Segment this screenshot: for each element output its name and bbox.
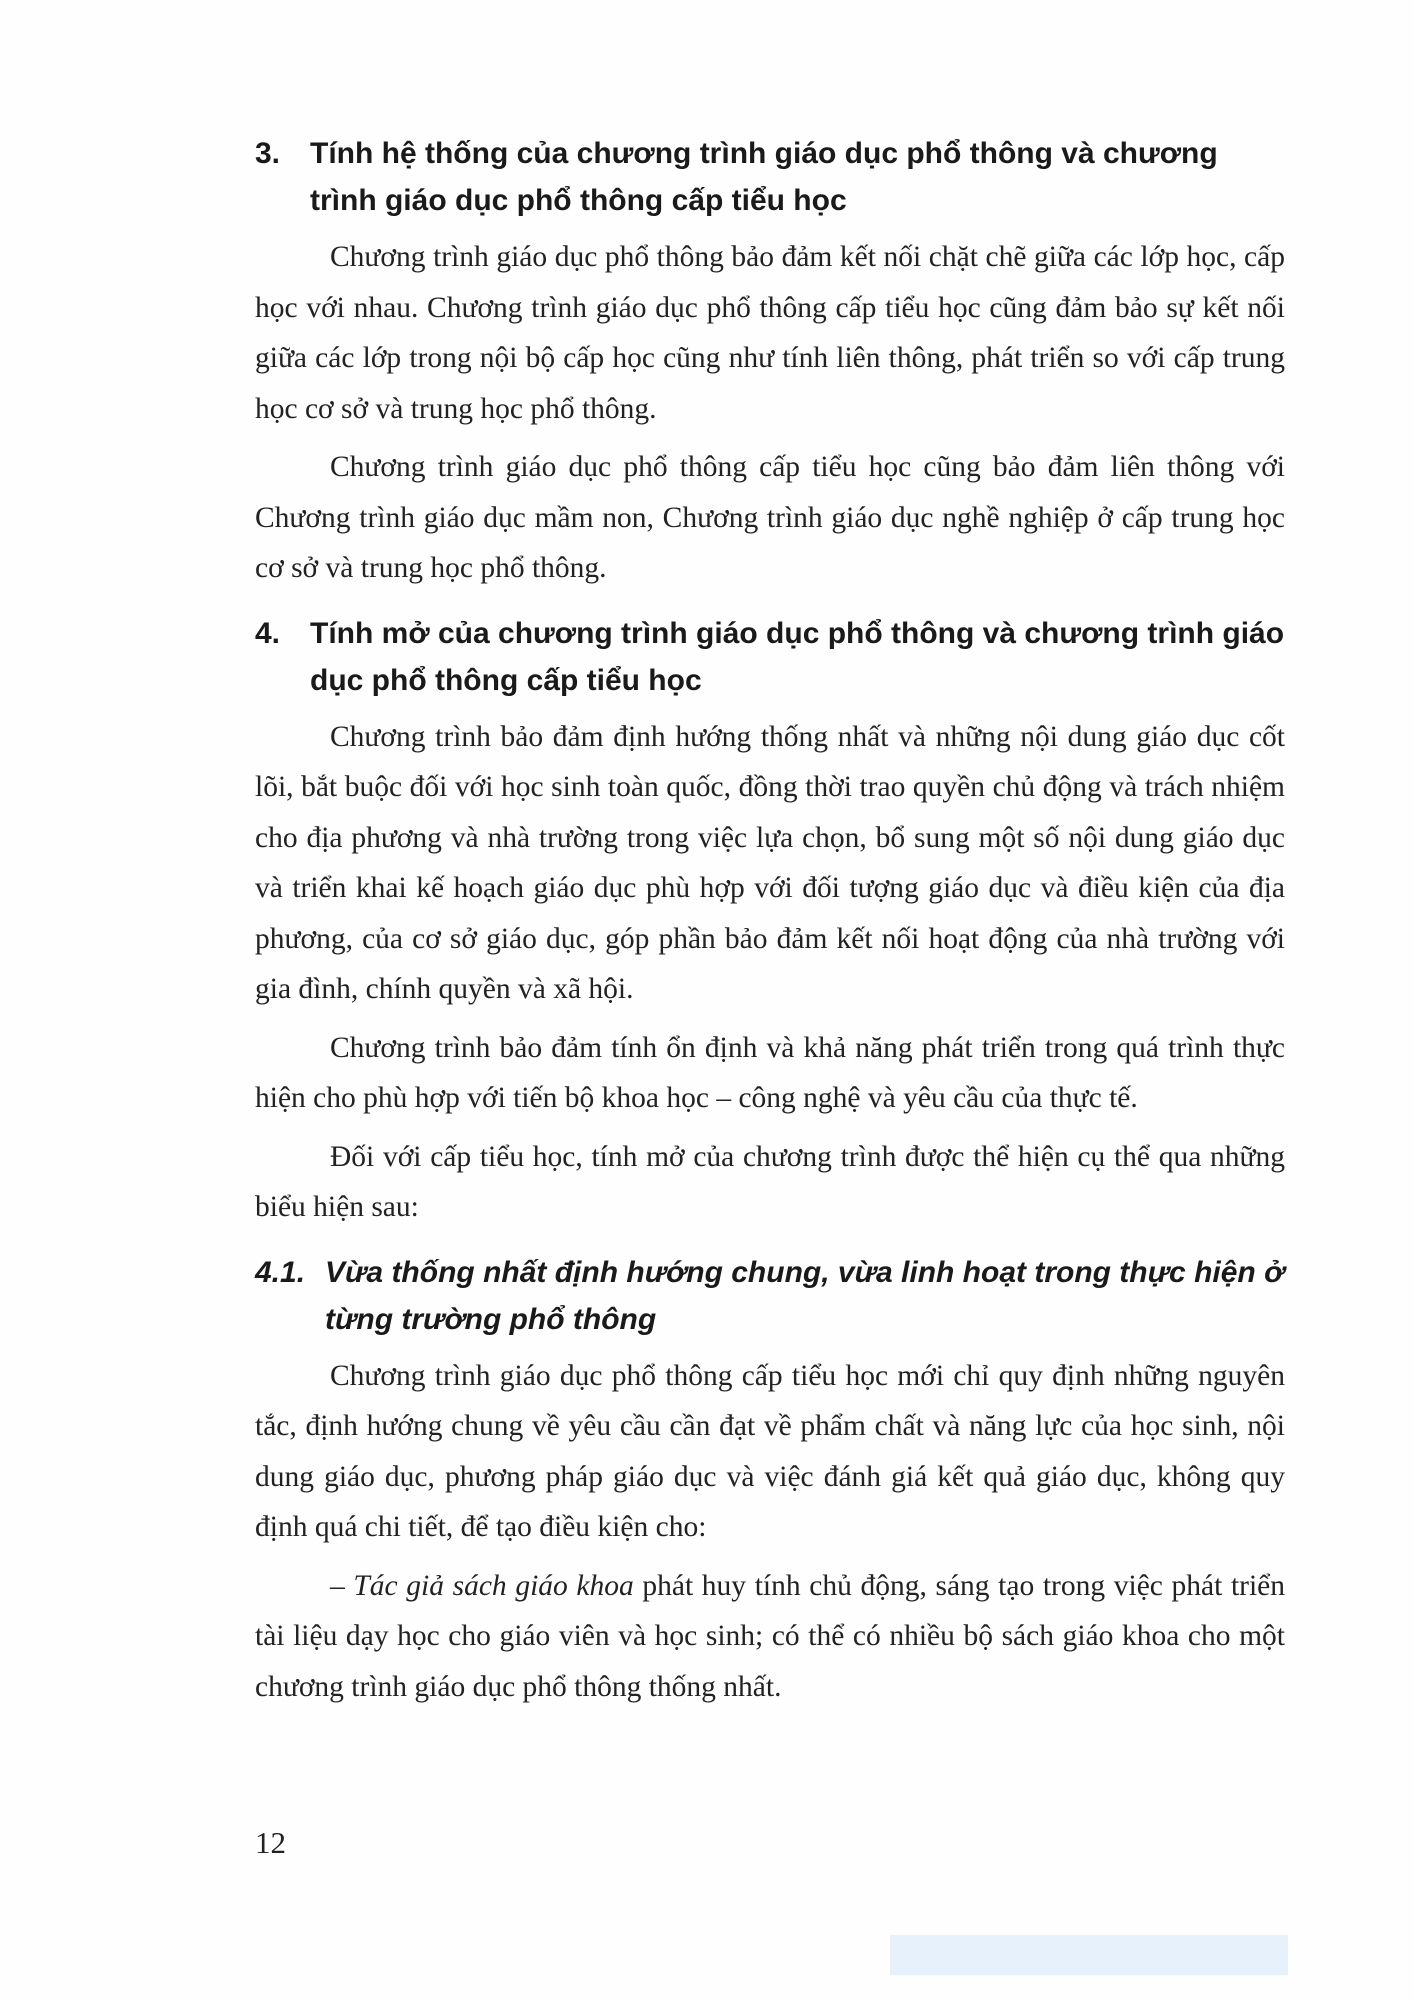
section-3-heading [255,130,1285,224]
paragraph: Chương trình giáo dục phổ thông cấp tiểu học mới chỉ quy định những nguyên tắc, định hướng chung về yêu cầu cần đạt về phẩm chất và năng lực của học sinh, nội dung giáo dục, phương pháp giáo dục và việc đánh giá kết quả giáo dục, không quy định quá chi tiết, để tạo điều kiện cho: [255,1359,1285,1543]
page-content [255,130,1285,1712]
section-number: 4. [255,616,281,650]
decorative-band [890,1935,1288,1975]
paragraph: Chương trình bảo đảm tính ổn định và khả năng phát triển trong quá trình thực hiện cho phù hợp với tiến bộ khoa học – công nghệ và yêu cầu của thực tế. [255,1031,1285,1114]
bullet-dash: – [330,1569,354,1602]
paragraph: Đối với cấp tiểu học, tính mở của chương trình được thể hiện cụ thể qua những biểu hiện sau: [255,1140,1285,1223]
paragraph: Chương trình giáo dục phổ thông bảo đảm kết nối chặt chẽ giữa các lớp học, cấp học với nhau. Chương trình giáo dục phổ thông cấp tiểu học cũng đảm bảo sự kết nối giữa các lớp trong nội bộ cấp học cũng như tính liên thông, phát triển so với cấp trung học cơ sở và trung học phổ thông. [255,241,1285,425]
bullet-paragraph [255,1561,1285,1713]
page-number: 12 [255,1825,286,1860]
bullet-italic-lead: Tác giả sách giáo khoa [353,1569,634,1602]
paragraph: Chương trình bảo đảm định hướng thống nhất và những nội dung giáo dục cốt lõi, bắt buộc đối với học sinh toàn quốc, đồng thời trao quyền chủ động và trách nhiệm cho địa phương và nhà trường trong việc lựa chọn, bổ sung một số nội dung giáo dục và triển khai kế hoạch giáo dục phù hợp với đối tượng giáo dục và điều kiện của địa phương, của cơ sở giáo dục, góp phần bảo đảm kết nối hoạt động của nhà trường với gia đình, chính quyền và xã hội. [255,720,1285,1005]
section-title: Vừa thống nhất định hướng chung, vừa linh hoạt trong thực hiện ở từng trường phổ thông [325,1255,1285,1336]
paragraph: Chương trình giáo dục phổ thông cấp tiểu học cũng bảo đảm liên thông với Chương trình giáo dục mầm non, Chương trình giáo dục nghề nghiệp ở cấp trung học cơ sở và trung học phổ thông. [255,451,1285,584]
bullet-text: phát huy tính chủ động, sáng tạo trong việc phát triển tài liệu dạy học cho giáo viên và học sinh; có thể có nhiều bộ sách giáo khoa cho một chương trình giáo dục phổ thông thống nhất. [255,1569,1286,1703]
section-4-heading [255,610,1285,704]
section-title: Tính hệ thống của chương trình giáo dục phổ thông và chương trình giáo dục phổ thông cấp tiểu học [310,137,1218,217]
section-number: 4.1. [255,1255,306,1289]
section-4-1-heading [255,1249,1285,1343]
section-number: 3. [255,137,281,170]
section-title: Tính mở của chương trình giáo dục phổ thông và chương trình giáo dục phổ thông cấp tiểu học [310,616,1285,697]
